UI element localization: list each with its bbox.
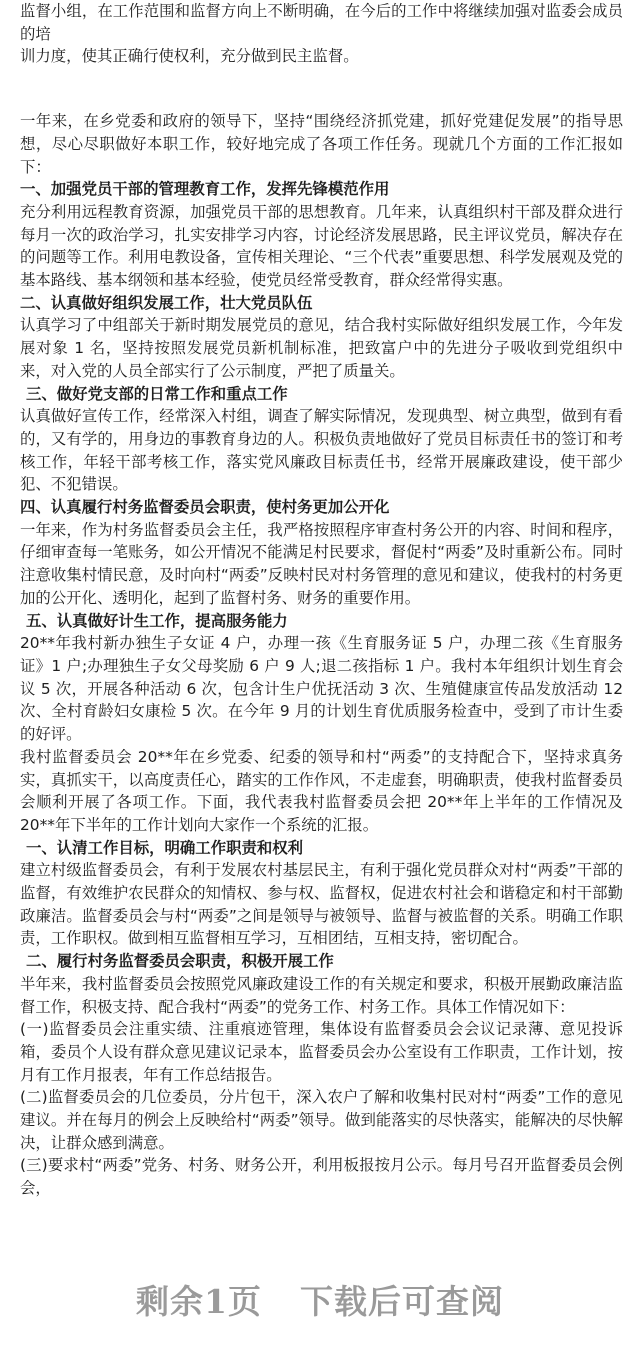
body-paragraph: 一年来，在乡党委和政府的领导下，坚持“围绕经济抓党建，抓好党建促发展”的指导思想，尽心尽职做好本职工作，较好地完成了各项工作任务。现就几个方面的工作汇报如下：	[20, 112, 623, 176]
section-heading: 一、认清工作目标，明确工作职责和权利	[26, 838, 304, 857]
partial-top-line: 监督小组，在工作范围和监督方向上不断明确，在今后的工作中将继续加强对监委会成员的培	[20, 2, 623, 43]
paragraph-list	[20, 110, 623, 1200]
document-body	[20, 0, 623, 1200]
section-heading: 五、认真做好计生工作，提高服务能力	[26, 611, 288, 630]
body-paragraph: 一年来，作为村务监督委员会主任，我严格按照程序审查村务公开的内容、时间和程序，仔细审查每一笔账务，如公开情况不能满足村民要求，督促村“两委”及时重新公布。同时注意收集村情民意，及时向村“两委”反映村民对村务管理的意见和建议，使我村的村务更加的公开化、透明化，起到了监督村务、财务的重要作用。	[20, 520, 623, 607]
section-heading: 三、做好党支部的日常工作和重点工作	[26, 384, 288, 403]
paragraph-gap	[20, 68, 623, 110]
section-heading: 二、认真做好组织发展工作，壮大党员队伍	[20, 293, 313, 312]
section-heading: 一、加强党员干部的管理教育工作，发挥先锋模范作用	[20, 180, 390, 199]
body-paragraph: 我村监督委员会 20**年在乡党委、纪委的领导和村“两委”的支持配合下，坚持求真务实，真抓实干，以高度责任心，踏实的工作作风，不走虚套，明确职责，使我村监督委员会顺利开展了各项工作。下面，我代表我村监督委员会把 20**年上半年的工作情况及 20**年下半年的工作计划向大家作一个系统的汇报。	[20, 747, 623, 834]
body-paragraph: (二)监督委员会的几位委员，分片包干，深入农户了解和收集村民对村“两委”工作的意见建议。并在每月的例会上反映给村“两委”领导。做到能落实的尽快落实，能解决的尽快解决，让群众感到满意。	[20, 1088, 623, 1152]
section-heading: 四、认真履行村务监督委员会职责，使村务更加公开化	[20, 498, 390, 517]
body-paragraph: 建立村级监督委员会，有利于发展农村基层民主，有利于强化党员群众对村“两委”干部的监督，有效维护农民群众的知情权、参与权、监督权，促进农村社会和谐稳定和村干部勤政廉洁。监督委员会与村“两委”之间是领导与被领导、监督与被监督的关系。明确工作职责，工作职权。做到相互监督相互学习，互相团结，互相支持，密切配合。	[20, 861, 623, 948]
download-watermark[interactable]	[0, 1280, 640, 1364]
remaining-pages-label: 剩余1页	[136, 1281, 262, 1321]
section-heading: 二、履行村务监督委员会职责，积极开展工作	[26, 952, 334, 971]
body-paragraph: (三)要求村“两委”党务、村务、财务公开，利用板报按月公示。每月号召开监督委员会例会，	[20, 1156, 623, 1198]
body-paragraph: 认真做好宣传工作，经常深入村组，调查了解实际情况，发现典型、树立典型，做到有看的，又有学的，用身边的事教育身边的人。积极负责地做好了党员目标责任书的签订和考核工作，年轻干部考核工作，落实党风廉政目标责任书，经常开展廉政建设，使干部少犯、不犯错误。	[20, 407, 623, 494]
intro-tail: 训力度，使其正确行使权利，充分做到民主监督。	[20, 47, 359, 66]
body-paragraph: (一)监督委员会注重实绩、注重痕迹管理，集体设有监督委员会会议记录薄、意见投诉箱，委员个人设有群众意见建议记录本，监督委员会办公室设有工作职责，工作计划，按月有工作月报表，年有工作总结报告。	[20, 1020, 623, 1084]
body-paragraph: 20**年我村新办独生子女证 4 户，办理一孩《生育服务证 5 户，办理二孩《生育服务证》1 户;办理独生子女父母奖励 6 户 9 人;退二孩指标 1 户。我村本年组织计划生育会议 5 次，开展各种活动 6 次，包含计生户优抚活动 3 次、生殖健康宣传品发放活动 12 次、全村育龄妇女康检 5 次。在今年 9 月的计划生育优质服务检查中，受到了市计生委的好评。	[20, 634, 623, 744]
download-to-view-label: 下载后可查阅	[299, 1281, 504, 1321]
body-paragraph: 半年来，我村监督委员会按照党风廉政建设工作的有关规定和要求，积极开展勤政廉洁监督工作，积极支持、配合我村“两委”的党务工作、村务工作。具体工作情况如下：	[20, 974, 623, 1016]
body-paragraph: 认真学习了中组部关于新时期发展党员的意见，结合我村实际做好组织发展工作，今年发展对象 1 名，坚持按照发展党员新机制标准，把致富户中的先进分子吸收到党组织中来，对入党的人员全部实行了公示制度，严把了质量关。	[20, 316, 623, 380]
body-paragraph: 充分利用远程教育资源，加强党员干部的思想教育。几年来，认真组织村干部及群众进行每月一次的政治学习，扎实安排学习内容，讨论经济发展思路，民主评议党员，解决存在的问题等工作。利用电教设备，宣传相关理论、“三个代表”重要思想、科学发展观及党的基本路线、基本纲领和基本经验，使党员经常受教育，群众经常得实惠。	[20, 202, 623, 290]
